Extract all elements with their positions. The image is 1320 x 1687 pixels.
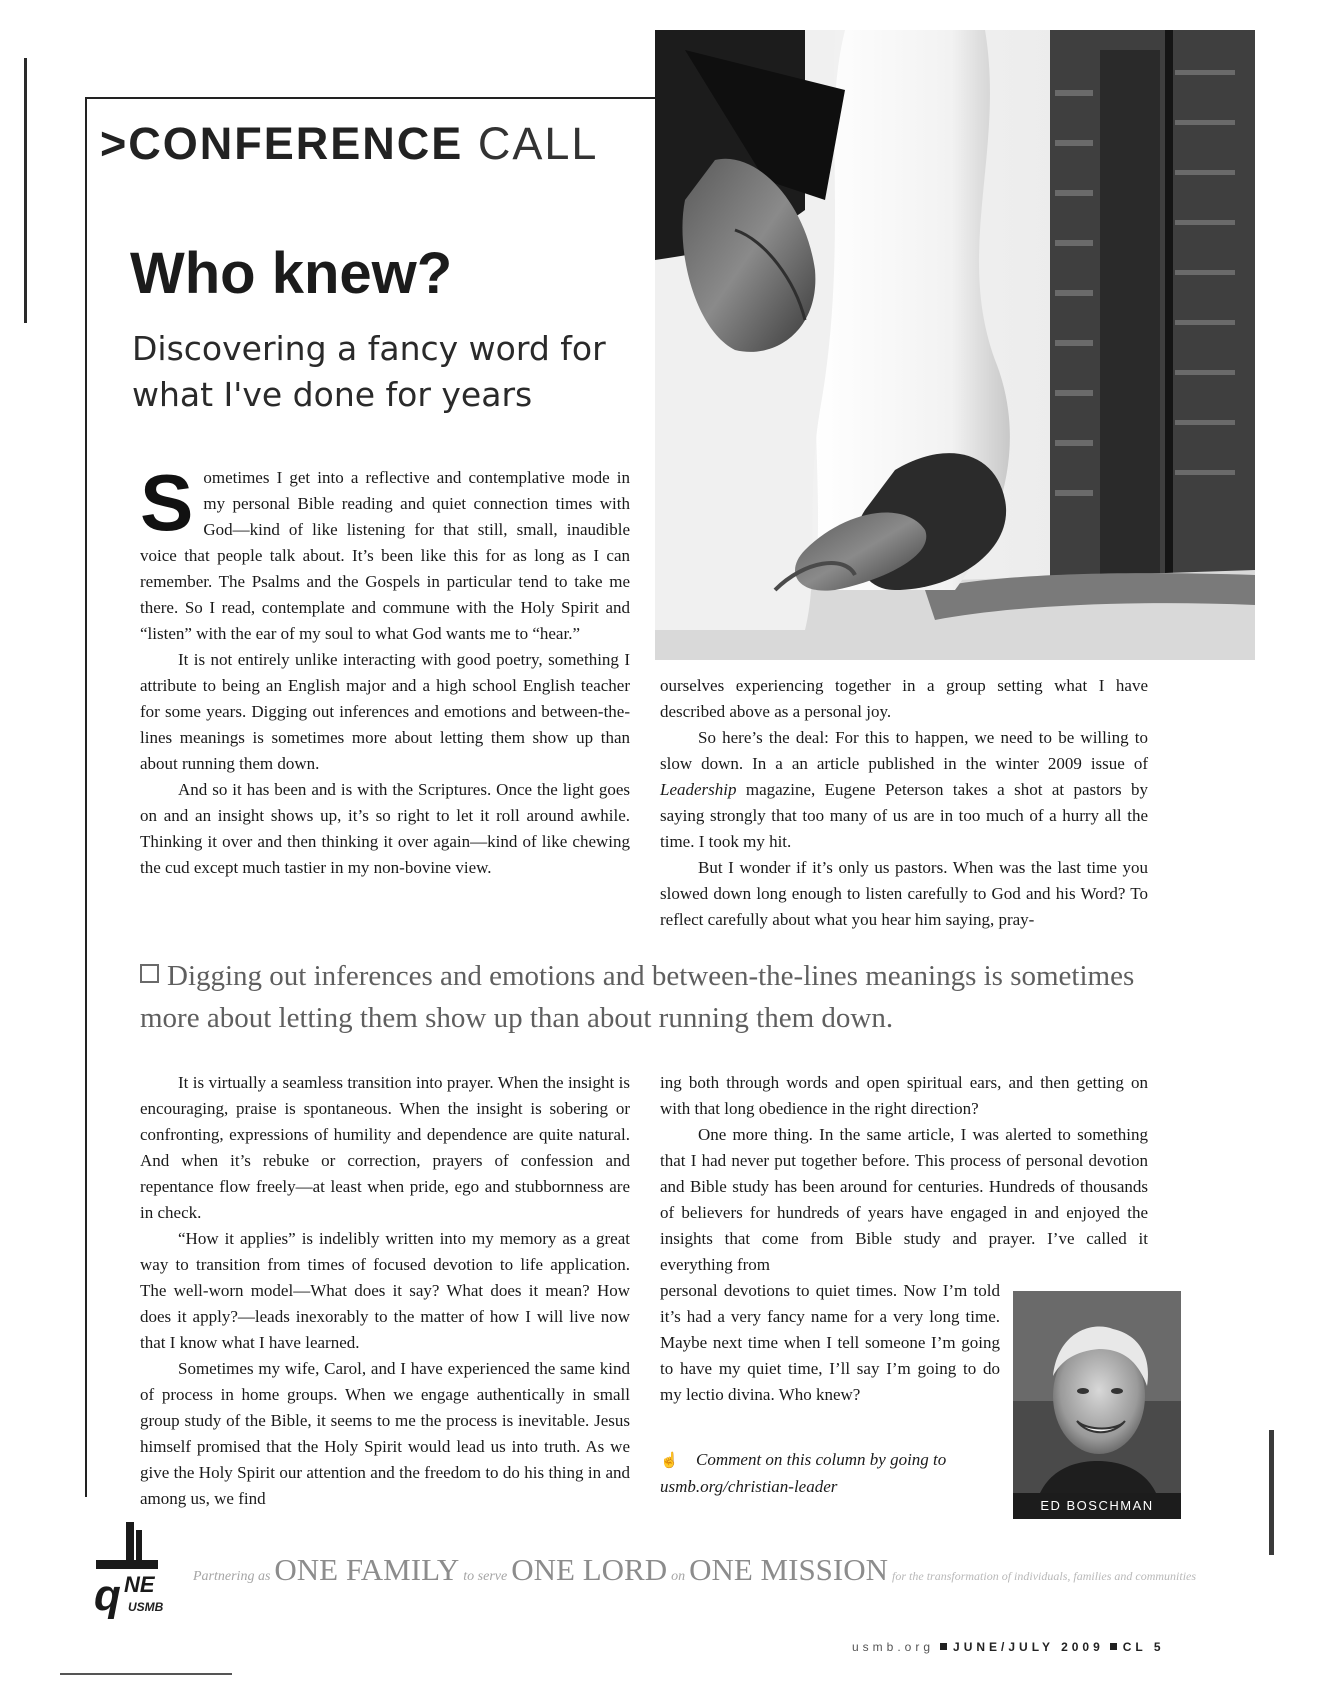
- pull-quote: [140, 955, 1140, 1039]
- paragraph-narrow: personal devotions to quiet times. Now I’m told it’s had a very fancy name for a very long time. Maybe next time when I tell someone I’m going to have my quiet time, I’ll say I’m going to do my lectio divina. Who knew?: [660, 1281, 1000, 1404]
- tagline-part: ONE MISSION: [689, 1552, 889, 1587]
- folio-site: usmb.org: [852, 1640, 935, 1654]
- tagline-part: to serve: [463, 1569, 508, 1584]
- tagline-part: for the transformation of individuals, families and communities: [892, 1569, 1197, 1583]
- paragraph: And so it has been and is with the Scriptures. Once the light goes on and an insight shows up, it’s so right to let it roll around awhile. Thinking it over and then thinking it over again—kind of like chewing the cud except much tastier in my non-bovine view.: [140, 780, 630, 877]
- column-2: [660, 673, 1148, 933]
- section-kicker: [100, 118, 598, 170]
- author-caption: ED BOSCHMAN: [1013, 1493, 1181, 1519]
- comment-callout: [660, 1447, 990, 1500]
- article-deck: Discovering a fancy word for what I've done for years: [132, 329, 606, 414]
- paragraph: [140, 458, 630, 647]
- column-1: [140, 458, 630, 881]
- paragraph: “How it applies” is indelibly written into my memory as a great way to transition from times of focused devotion to life application. The well-worn model—What does it say? What does it mean? How does it apply?—leads inexorably to the matter of how I will live now that I know what I have learned.: [140, 1229, 630, 1352]
- paragraph-text: ometimes I get into a reflective and contemplative mode in my personal Bible reading and quiet connection times with God—kind of like listening for that still, small, inaudible voice that people talk about. It’s been like this for as long as I can remember. The Psalms and the Gospels in particular tend to take me there. So I read, contemplate and commune with the Holy Spirit and “listen” with the ear of my soul to what God wants me to “hear.”: [140, 468, 630, 643]
- paragraph: Sometimes my wife, Carol, and I have experienced the same kind of process in home groups. When we engage authentically in small group study of the Bible, it seems to me the process is inevitable. Jesus himself promised that the Holy Spirit would lead us into truth. As we give the Holy Spirit our attention and the freedom to do his thing in and among us, we find: [140, 1359, 630, 1508]
- folio-issue: JUNE/JULY 2009: [953, 1640, 1104, 1654]
- paragraph: ourselves experiencing together in a group setting what I have described above as a personal joy.: [660, 676, 1148, 721]
- bible-hand-photo: [655, 30, 1255, 660]
- tagline-part: ONE FAMILY: [274, 1552, 460, 1587]
- paragraph: It is not entirely unlike interacting with good poetry, something I attribute to being an English major and a high school English teacher for some years. Digging out inferences and emotions and between-the-lines meanings is sometimes more about letting them show up than about running them down.: [140, 650, 630, 773]
- tagline-part: Partnering as: [193, 1569, 271, 1584]
- scan-edge-left: [24, 58, 27, 323]
- paragraph: One more thing. In the same article, I was alerted to something that I had never put together before. This process of personal devotion and Bible study has been around for centuries. Hundreds of thousands of believers for hundreds of years have engaged in and enjoyed the insights that come from Bible study and prayer. I’ve called it everything from: [660, 1125, 1148, 1274]
- kicker-bold: >CONFERENCE: [100, 118, 464, 169]
- footer-tagline: [193, 1552, 1253, 1588]
- paragraph-text: So here’s the deal: For this to happen, we need to be willing to slow down. In a an article published in the winter 2009 issue of: [660, 728, 1148, 773]
- paragraph: It is virtually a seamless transition into prayer. When the insight is encouraging, praise is spontaneous. When the insight is sobering or confronting, expressions of humility and dependence are quite natural. And when it’s rebuke or correction, prayers of confession and repentance flow freely—at least when pride, ego and stubbornness are in check.: [140, 1073, 630, 1222]
- drop-cap: S: [140, 458, 194, 547]
- square-bullet-icon: [1110, 1643, 1117, 1650]
- pointing-hand-icon: ☝: [660, 1453, 679, 1469]
- magazine-title: Leadership: [660, 780, 737, 799]
- paragraph: ing both through words and open spiritual ears, and then getting on with that long obedience in the right direction?: [660, 1073, 1148, 1118]
- scan-edge-bottom: [60, 1673, 232, 1675]
- tagline-part: ONE LORD: [511, 1552, 668, 1587]
- author-portrait-photo: [1013, 1291, 1181, 1519]
- scan-edge-right: [1269, 1430, 1274, 1555]
- frame-rule-left: [85, 97, 87, 1497]
- svg-text:q: q: [94, 1571, 121, 1620]
- article-title: Who knew?: [130, 241, 453, 306]
- logo-text: USMB: [128, 1600, 164, 1614]
- square-bullet-icon: [940, 1643, 947, 1650]
- folio-page: CL 5: [1122, 1640, 1165, 1654]
- pull-quote-text: Digging out inferences and emotions and between-the-lines meanings is sometimes more about letting them show up than about running them down.: [140, 960, 1135, 1034]
- svg-text:NE: NE: [124, 1572, 155, 1597]
- paragraph: But I wonder if it’s only us pastors. When was the last time you slowed down long enough to listen carefully to God and his Word? To reflect carefully about what you hear him saying, pray-: [660, 858, 1148, 929]
- column-3: [140, 1070, 630, 1512]
- kicker-light: CALL: [477, 118, 599, 169]
- paragraph-text: magazine, Eugene Peterson takes a shot at pastors by saying strongly that too many of us are in too much of a hurry all the time. I took my hit.: [660, 780, 1148, 851]
- page-folio: [852, 1640, 1222, 1654]
- frame-rule-top: [85, 97, 655, 99]
- paragraph: [660, 725, 1148, 855]
- comment-text: Comment on this column by going to usmb.org/christian-leader: [660, 1450, 947, 1496]
- tagline-part: on: [671, 1569, 686, 1584]
- checkbox-bullet-icon: [140, 964, 159, 983]
